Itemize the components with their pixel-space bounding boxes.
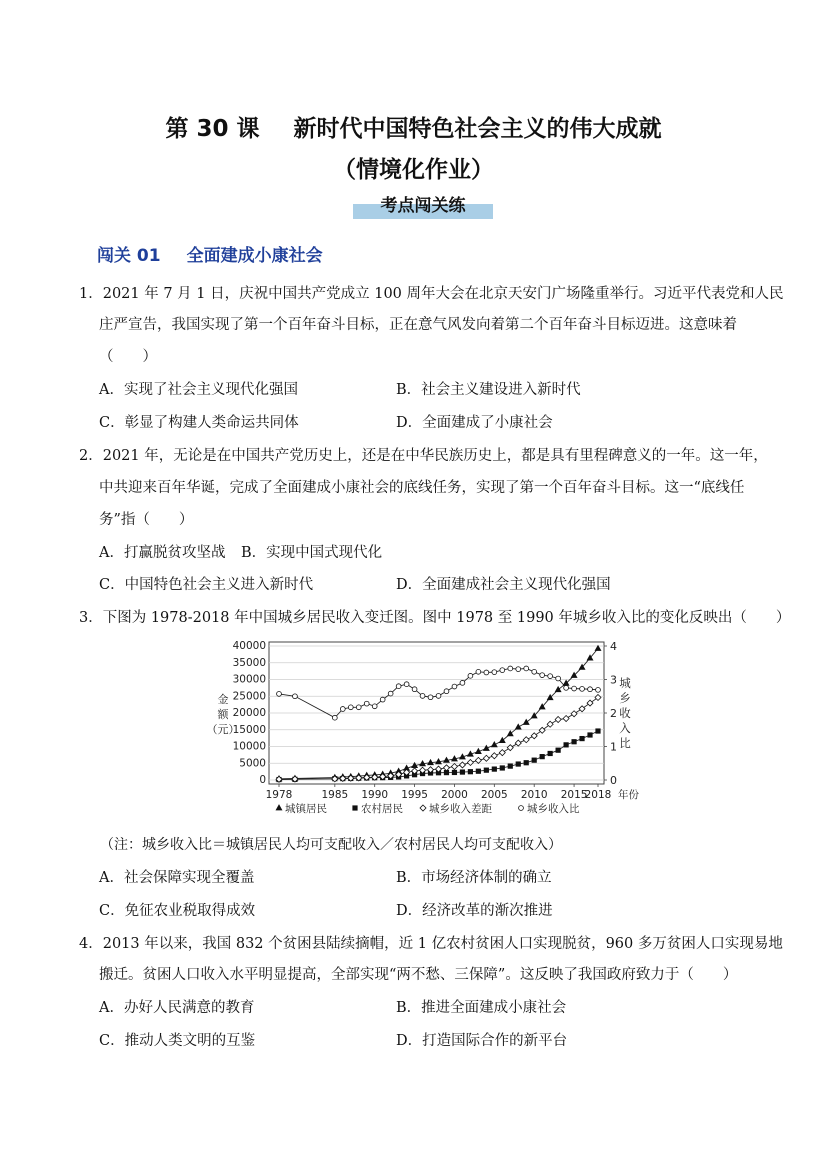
question-1-option-d[interactable]: D．全面建成了小康社会 bbox=[396, 415, 553, 431]
data-point-3 bbox=[508, 666, 513, 671]
y-axis-label-part: （元） bbox=[206, 723, 240, 736]
y2-axis-label-char: 乡 bbox=[619, 691, 631, 705]
data-point-1 bbox=[468, 770, 472, 774]
question-1-line-3: （ ） bbox=[99, 349, 157, 365]
section-badge bbox=[353, 191, 493, 221]
legend-marker bbox=[519, 806, 524, 811]
x-tick-label: 2015 bbox=[560, 789, 588, 801]
data-point-1 bbox=[476, 769, 480, 773]
y2-tick-label: 3 bbox=[610, 673, 617, 687]
data-point-1 bbox=[524, 761, 528, 765]
question-1-line-1: 1．2021 年 7 月 1 日，庆祝中国共产党成立 100 周年大会在北京天安门广场隆重举行。习近平代表党和人民 bbox=[79, 286, 784, 302]
legend-label: 农村居民 bbox=[361, 803, 403, 815]
data-point-1 bbox=[556, 748, 560, 752]
question-3-option-d[interactable]: D．经济改革的渐次推进 bbox=[396, 903, 553, 919]
legend-marker bbox=[276, 805, 282, 810]
data-point-3 bbox=[364, 701, 369, 706]
question-2-option-d[interactable]: D．全面建成社会主义现代化强国 bbox=[396, 577, 611, 593]
data-point-3 bbox=[404, 682, 409, 687]
lesson-number: 第 30 课 bbox=[165, 116, 260, 142]
y-axis-label-part: 金 bbox=[217, 693, 229, 706]
data-point-3 bbox=[548, 674, 553, 679]
y-tick-label: 40000 bbox=[232, 640, 266, 652]
question-1-line-2: 庄严宣告，我国实现了第一个百年奋斗目标，正在意气风发向着第二个百年奋斗目标迈进。这意味着 bbox=[99, 317, 737, 333]
legend-label: 城乡收入比 bbox=[527, 803, 580, 815]
lesson-title bbox=[0, 110, 827, 143]
x-tick-label: 1995 bbox=[401, 789, 428, 801]
data-point-3 bbox=[588, 687, 593, 692]
data-point-3 bbox=[580, 686, 585, 691]
y-tick-label: 30000 bbox=[232, 673, 266, 686]
data-point-1 bbox=[572, 740, 576, 744]
data-point-1 bbox=[516, 762, 520, 766]
question-4-line-1: 4．2013 年以来，我国 832 个贫困县陆续摘帽，近 1 亿农村贫困人口实现脱贫，960 多万贫困人口实现易地 bbox=[79, 936, 783, 952]
data-point-3 bbox=[516, 667, 521, 672]
lesson-subtitle: （情境化作业） bbox=[333, 157, 494, 183]
y2-axis-label-char: 收 bbox=[619, 706, 631, 720]
section-number: 闯关 01 bbox=[97, 246, 161, 266]
data-point-3 bbox=[476, 669, 481, 674]
y-axis-label-part: 额 bbox=[217, 708, 229, 721]
data-point-3 bbox=[596, 687, 601, 692]
y-tick-label: 15000 bbox=[232, 723, 266, 736]
y2-axis-label-char: 比 bbox=[619, 736, 631, 750]
data-point-3 bbox=[293, 694, 298, 699]
y2-tick-label: 1 bbox=[610, 740, 617, 754]
question-4-option-c[interactable]: C．推动人类文明的互鉴 bbox=[99, 1033, 256, 1049]
y2-axis-label-char: 城 bbox=[619, 676, 631, 690]
question-3-option-a[interactable]: A．社会保障实现全覆盖 bbox=[99, 870, 255, 886]
y-tick-label: 10000 bbox=[232, 740, 266, 753]
data-point-1 bbox=[564, 743, 568, 747]
chart-note: （注：城乡收入比＝城镇居民人均可支配收入／农村居民人均可支配收入） bbox=[100, 837, 562, 853]
data-point-1 bbox=[548, 751, 552, 755]
y-tick-label: 20000 bbox=[232, 707, 266, 719]
data-point-1 bbox=[460, 770, 464, 774]
data-point-3 bbox=[420, 694, 425, 699]
question-2-line-3: 务”指（ ） bbox=[99, 512, 194, 528]
data-point-1 bbox=[492, 767, 496, 771]
data-point-3 bbox=[492, 670, 497, 675]
question-4-option-a[interactable]: A．办好人民满意的教育 bbox=[99, 1000, 255, 1016]
legend-marker bbox=[420, 805, 426, 811]
data-point-1 bbox=[580, 736, 584, 740]
income-chart bbox=[205, 637, 645, 832]
data-point-3 bbox=[436, 694, 441, 699]
y2-tick-label: 0 bbox=[610, 774, 617, 787]
question-1-option-b[interactable]: B．社会主义建设进入新时代 bbox=[396, 382, 581, 398]
data-point-3 bbox=[396, 684, 401, 689]
y-tick-label: 5000 bbox=[239, 757, 266, 770]
legend-label: 城乡收入差距 bbox=[429, 803, 492, 815]
data-point-3 bbox=[524, 666, 529, 671]
question-2-option-c[interactable]: C．中国特色社会主义进入新时代 bbox=[99, 577, 314, 593]
data-point-3 bbox=[388, 691, 393, 696]
data-point-1 bbox=[508, 764, 512, 768]
legend-label: 城镇居民 bbox=[285, 803, 327, 815]
question-2-line-1: 2．2021 年，无论是在中国共产党历史上，还是在中华民族历史上，都是具有里程碑意义的一年。这一年， bbox=[79, 448, 768, 464]
x-tick-label: 2018 bbox=[584, 789, 612, 801]
data-point-3 bbox=[356, 705, 361, 710]
data-point-3 bbox=[556, 676, 561, 681]
data-point-1 bbox=[588, 733, 592, 737]
question-2-option-a[interactable]: A．打赢脱贫攻坚战 bbox=[99, 545, 226, 561]
y-tick-label: 35000 bbox=[232, 656, 266, 669]
badge-label: 考点闯关练 bbox=[380, 196, 466, 216]
x-tick-label: 2005 bbox=[480, 789, 508, 801]
question-2-line-2: 中共迎来百年华诞，完成了全面建成小康社会的底线任务，实现了第一个百年奋斗目标。这一“底线任 bbox=[99, 480, 745, 496]
question-3-line-1: 3．下图为 1978-2018 年中国城乡居民收入变迁图。图中 1978 至 1990 年城乡收入比的变化反映出（ ） bbox=[79, 610, 791, 626]
y2-axis-label-char: 入 bbox=[619, 721, 631, 735]
data-point-1 bbox=[452, 770, 456, 774]
data-point-1 bbox=[500, 766, 504, 770]
data-point-3 bbox=[348, 705, 353, 710]
legend-marker bbox=[353, 806, 357, 810]
lesson-name: 新时代中国特色社会主义的伟大成就 bbox=[293, 116, 662, 142]
question-4-option-b[interactable]: B．推进全面建成小康社会 bbox=[396, 1000, 567, 1016]
question-3-option-c[interactable]: C．免征农业税取得成效 bbox=[99, 903, 256, 919]
section-heading bbox=[97, 241, 323, 266]
data-point-3 bbox=[340, 707, 345, 712]
data-point-3 bbox=[484, 670, 489, 675]
data-point-1 bbox=[596, 729, 600, 733]
x-tick-label: 2010 bbox=[520, 789, 548, 801]
data-point-3 bbox=[412, 687, 417, 692]
data-point-1 bbox=[540, 754, 544, 758]
data-point-3 bbox=[564, 685, 569, 690]
data-point-3 bbox=[452, 684, 457, 689]
data-point-3 bbox=[500, 668, 505, 673]
data-point-1 bbox=[532, 758, 536, 762]
y2-tick-label: 2 bbox=[610, 707, 617, 720]
y-tick-label: 0 bbox=[259, 774, 266, 786]
data-point-3 bbox=[428, 695, 433, 700]
section-title: 全面建成小康社会 bbox=[186, 246, 323, 266]
data-point-3 bbox=[332, 715, 337, 720]
x-axis-label: 年份 bbox=[618, 789, 639, 801]
data-point-3 bbox=[540, 673, 545, 678]
y-tick-label: 25000 bbox=[232, 690, 266, 703]
data-point-1 bbox=[484, 768, 488, 772]
question-2-option-b[interactable]: B．实现中国式现代化 bbox=[241, 545, 383, 561]
question-1-option-a[interactable]: A．实现了社会主义现代化强国 bbox=[99, 382, 298, 398]
x-tick-label: 1990 bbox=[361, 789, 389, 801]
question-4-line-2: 搬迁。贫困人口收入水平明显提高，全部实现“两不愁、三保障”。这反映了我国政府致力于（ ） bbox=[99, 967, 738, 983]
question-3-option-b[interactable]: B．市场经济体制的确立 bbox=[396, 870, 552, 886]
data-point-3 bbox=[277, 692, 282, 697]
data-point-3 bbox=[572, 686, 577, 691]
data-point-3 bbox=[444, 689, 449, 694]
data-point-3 bbox=[460, 680, 465, 685]
y2-tick-label: 4 bbox=[610, 640, 617, 653]
x-tick-label: 2000 bbox=[441, 789, 468, 801]
x-tick-label: 1985 bbox=[321, 789, 349, 801]
data-point-3 bbox=[532, 669, 537, 674]
x-tick-label: 1978 bbox=[265, 789, 293, 801]
data-point-3 bbox=[372, 704, 377, 709]
question-1-option-c[interactable]: C．彰显了构建人类命运共同体 bbox=[99, 415, 299, 431]
question-4-option-d[interactable]: D．打造国际合作的新平台 bbox=[396, 1033, 568, 1049]
data-point-3 bbox=[380, 697, 385, 702]
data-point-3 bbox=[468, 673, 473, 678]
